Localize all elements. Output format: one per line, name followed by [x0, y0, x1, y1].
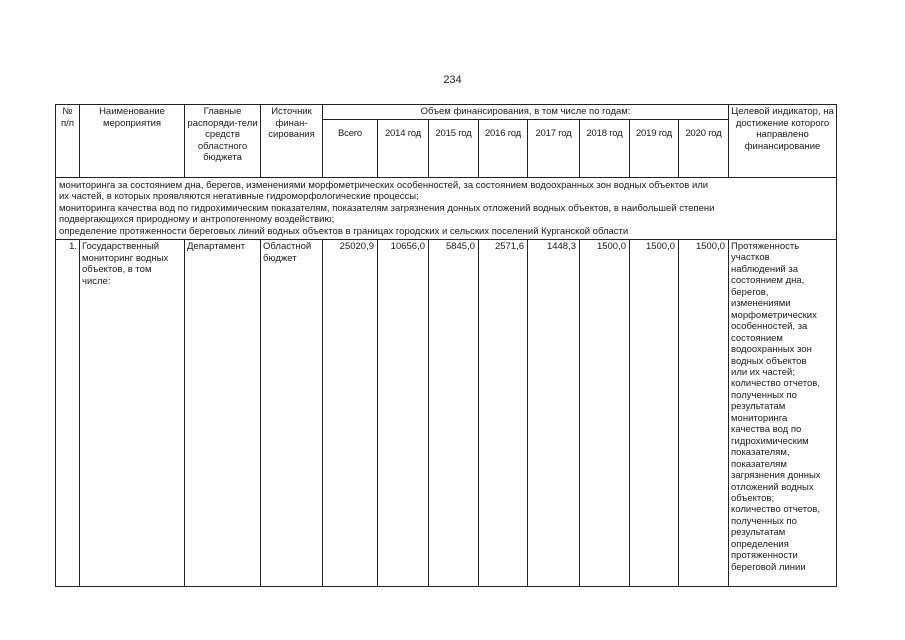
indicator-line: мониторинга	[731, 412, 788, 424]
row-name	[80, 240, 185, 587]
indicator-line: водных объектов	[731, 355, 807, 367]
indicator-line: протяженности	[731, 550, 798, 562]
description-line: их частей, в которых проявляются негативные гидроморфологические процессы;	[59, 191, 419, 202]
row-indicator	[729, 240, 837, 587]
row-value-2020: 1500,0	[679, 240, 729, 587]
row-value-2016: 2571,6	[479, 240, 528, 587]
description-row	[56, 177, 837, 240]
header-source: Источник финан-сирования	[261, 105, 323, 178]
row-total: 25020,9	[323, 240, 378, 587]
header-row-top	[56, 105, 837, 120]
header-managers: Главные распоряди-тели средств областного бюджета	[185, 105, 261, 178]
indicator-line: или их частей;	[731, 366, 795, 378]
header-year-2015: 2015 год	[429, 119, 479, 177]
row-value-2015: 5845,0	[429, 240, 479, 587]
indicator-line: результатам	[731, 527, 786, 539]
indicator-line: количество отчетов,	[731, 378, 820, 390]
row-name-line: объектов, в том	[82, 264, 152, 275]
description-cell	[56, 177, 837, 240]
indicator-line: полученных по	[731, 515, 797, 527]
indicator-line: качества вод по	[731, 424, 802, 436]
description-line: мониторинга качества вод по гидрохимическим показателям, показателям загрязнения донных отложений водных объектов, в наибольшей степени	[59, 202, 715, 214]
indicator-line: определения	[731, 538, 789, 550]
indicator-line: полученных по	[731, 389, 797, 401]
indicator-line: морфометрических	[731, 309, 817, 321]
row-name-line: Государственный	[82, 241, 160, 252]
indicator-line: показателям,	[731, 447, 790, 459]
indicator-line: состоянием дна,	[731, 275, 805, 287]
indicator-line: береговой линии	[731, 561, 806, 573]
indicator-line: показателям	[731, 458, 787, 470]
header-year-2014: 2014 год	[378, 119, 429, 177]
row-value-2018: 1500,0	[580, 240, 630, 587]
row-name-line: мониторинг водных	[82, 252, 169, 264]
header-year-2017: 2017 год	[528, 119, 580, 177]
header-total: Всего	[323, 119, 378, 177]
indicator-line: отложений водных	[731, 481, 814, 493]
indicator-line: берегов,	[731, 286, 769, 298]
header-name: Наименование мероприятия	[80, 105, 185, 178]
table-row	[56, 240, 837, 587]
row-value-2017: 1448,3	[528, 240, 580, 587]
row-source-line: Областной	[263, 241, 312, 252]
indicator-line: изменениями	[731, 298, 791, 310]
indicator-line: загрязнения донных	[731, 470, 821, 482]
row-source	[261, 240, 323, 587]
financing-table	[55, 104, 837, 587]
indicator-line: состоянием	[731, 332, 783, 344]
indicator-line: наблюдений за	[731, 263, 798, 275]
indicator-line: водоохранных зон	[731, 344, 812, 356]
row-value-2014: 10656,0	[378, 240, 429, 587]
row-num: 1.	[56, 240, 80, 587]
indicator-line: количество отчетов,	[731, 504, 820, 516]
header-year-2019: 2019 год	[630, 119, 679, 177]
description-line: определение протяженности береговых линий водных объектов в границах городских и сельских поселений Курганской области	[59, 225, 629, 237]
row-manager: Департамент	[185, 240, 261, 587]
indicator-line: результатам	[731, 401, 786, 413]
description-line: мониторинга за состоянием дна, берегов, изменениями морфометрических особенностей, за состоянием водоохранных зон водных объектов или	[59, 179, 709, 191]
header-year-2020: 2020 год	[679, 119, 729, 177]
indicator-line: участков	[731, 252, 770, 264]
indicator-line: особенностей, за	[731, 321, 808, 333]
header-volume: Объем финансирования, в том числе по годам:	[323, 105, 729, 120]
indicator-line: гидрохимическим	[731, 435, 809, 447]
indicator-line: Протяженность	[731, 241, 800, 252]
header-num: № п/п	[56, 105, 80, 178]
header-year-2016: 2016 год	[479, 119, 528, 177]
row-value-2019: 1500,0	[630, 240, 679, 587]
header-year-2018: 2018 год	[580, 119, 630, 177]
page-number: 234	[443, 74, 462, 86]
row-name-line: числе:	[82, 275, 111, 287]
header-indicator: Целевой индикатор, на достижение которого направлено финансирование	[729, 105, 837, 178]
description-line: подвергающихся природному и антропогенному воздействию;	[59, 214, 335, 225]
indicator-line: объектов;	[731, 492, 775, 504]
row-source-line: бюджет	[263, 252, 297, 264]
